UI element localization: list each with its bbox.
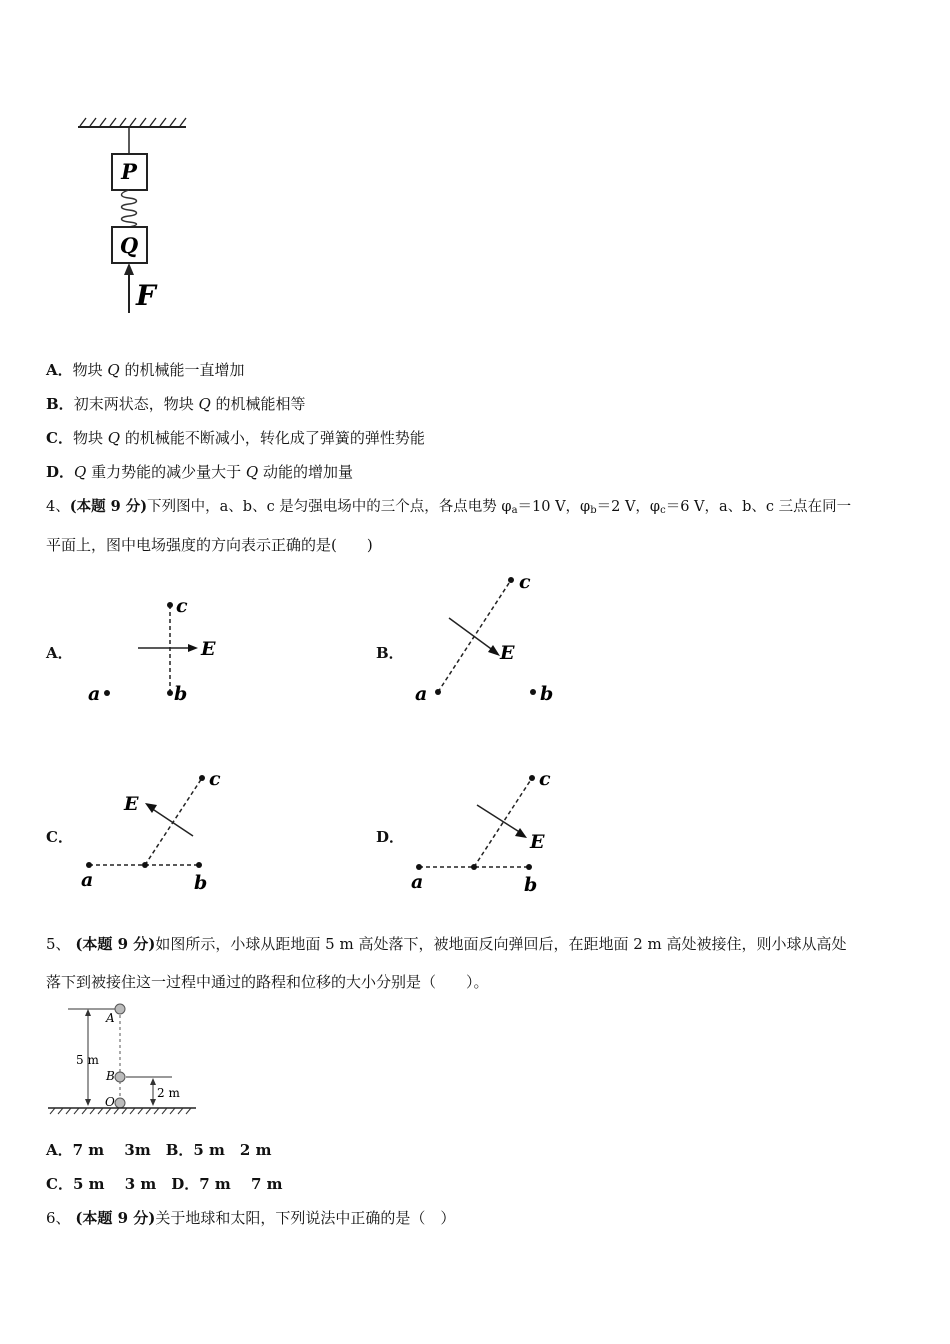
q4-figure-c — [75, 765, 235, 900]
q5-options-line2: C．5 m 3 m D．7 m 7 m — [46, 1175, 283, 1193]
point-a-label: a — [411, 871, 424, 893]
point-b-label: b — [524, 874, 538, 896]
point-b-label: b — [174, 683, 188, 705]
q5-options-line1: A．7 m 3m B．5 m 2 m — [46, 1141, 272, 1159]
force-arrow-head — [124, 263, 134, 275]
point-a-label: a — [88, 683, 101, 705]
q3-option-b: B．初末两状态，物块 Q 的机械能相等 — [46, 395, 306, 413]
q3-option-c: C．物块 Q 的机械能不断减小，转化成了弹簧的弹性势能 — [46, 429, 425, 447]
ball-o — [115, 1098, 125, 1108]
q4-label-b: B． — [376, 644, 404, 662]
point-c-label: c — [539, 768, 551, 790]
q4-figure-b — [405, 568, 575, 708]
point-a-label: A — [106, 1011, 115, 1025]
point-c-label: c — [176, 595, 188, 617]
point-o-label: O — [105, 1095, 115, 1109]
height-2m-label: 2 m — [157, 1086, 180, 1100]
point-b-label: B — [106, 1069, 115, 1083]
height-5m-label: 5 m — [76, 1053, 99, 1067]
spring — [122, 190, 137, 227]
field-e-label: E — [530, 831, 545, 853]
ball-bounce-figure — [44, 1000, 204, 1118]
ball-b — [115, 1072, 125, 1082]
q3-option-d: D．Q 重力势能的减少量大于 Q 动能的增加量 — [46, 463, 353, 481]
q5-stem-line1: 5、 (本题 9 分)如图所示，小球从距地面 5 m 高处落下，被地面反向弹回后，在距地面 2 m 高处被接住，则小球从高处 — [46, 935, 847, 953]
point-a-label: a — [415, 683, 428, 705]
q4-label-d: D． — [376, 828, 405, 846]
q4-label-c: C． — [46, 828, 73, 846]
field-e-label: E — [124, 793, 139, 815]
point-c-label: c — [209, 768, 221, 790]
spring-block-figure — [70, 115, 200, 320]
q6-stem: 6、 (本题 9 分)关于地球和太阳，下列说法中正确的是（ ） — [46, 1209, 456, 1227]
point-b-label: b — [194, 872, 208, 894]
point-b-label: b — [540, 683, 554, 705]
point-a-label: a — [81, 869, 94, 891]
field-e-label: E — [201, 638, 216, 660]
q4-label-a: A． — [46, 644, 73, 662]
q3-option-a: A．物块 Q 的机械能一直增加 — [46, 361, 245, 379]
block-p-label: P — [121, 159, 137, 184]
q4-figure-d — [405, 765, 575, 900]
point-c-label: c — [519, 571, 531, 593]
field-e-label: E — [500, 642, 515, 664]
ball-a — [115, 1004, 125, 1014]
q5-stem-line2: 落下到被接住这一过程中通过的路程和位移的大小分别是（ ）。 — [46, 973, 489, 991]
q4-stem-line1: 4、(本题 9 分)下列图中，a、b、c 是匀强电场中的三个点，各点电势 $\varphi_a=10$ V，$\varphi_b=2$ V，$\varphi_c=6$ V，a、b、c 三点在同一 — [46, 498, 852, 516]
q4-figure-a — [80, 590, 240, 715]
block-q-label: Q — [119, 233, 139, 258]
force-label: F — [136, 279, 156, 312]
q4-stem-line2: 平面上，图中电场强度的方向表示正确的是( ) — [46, 536, 373, 554]
